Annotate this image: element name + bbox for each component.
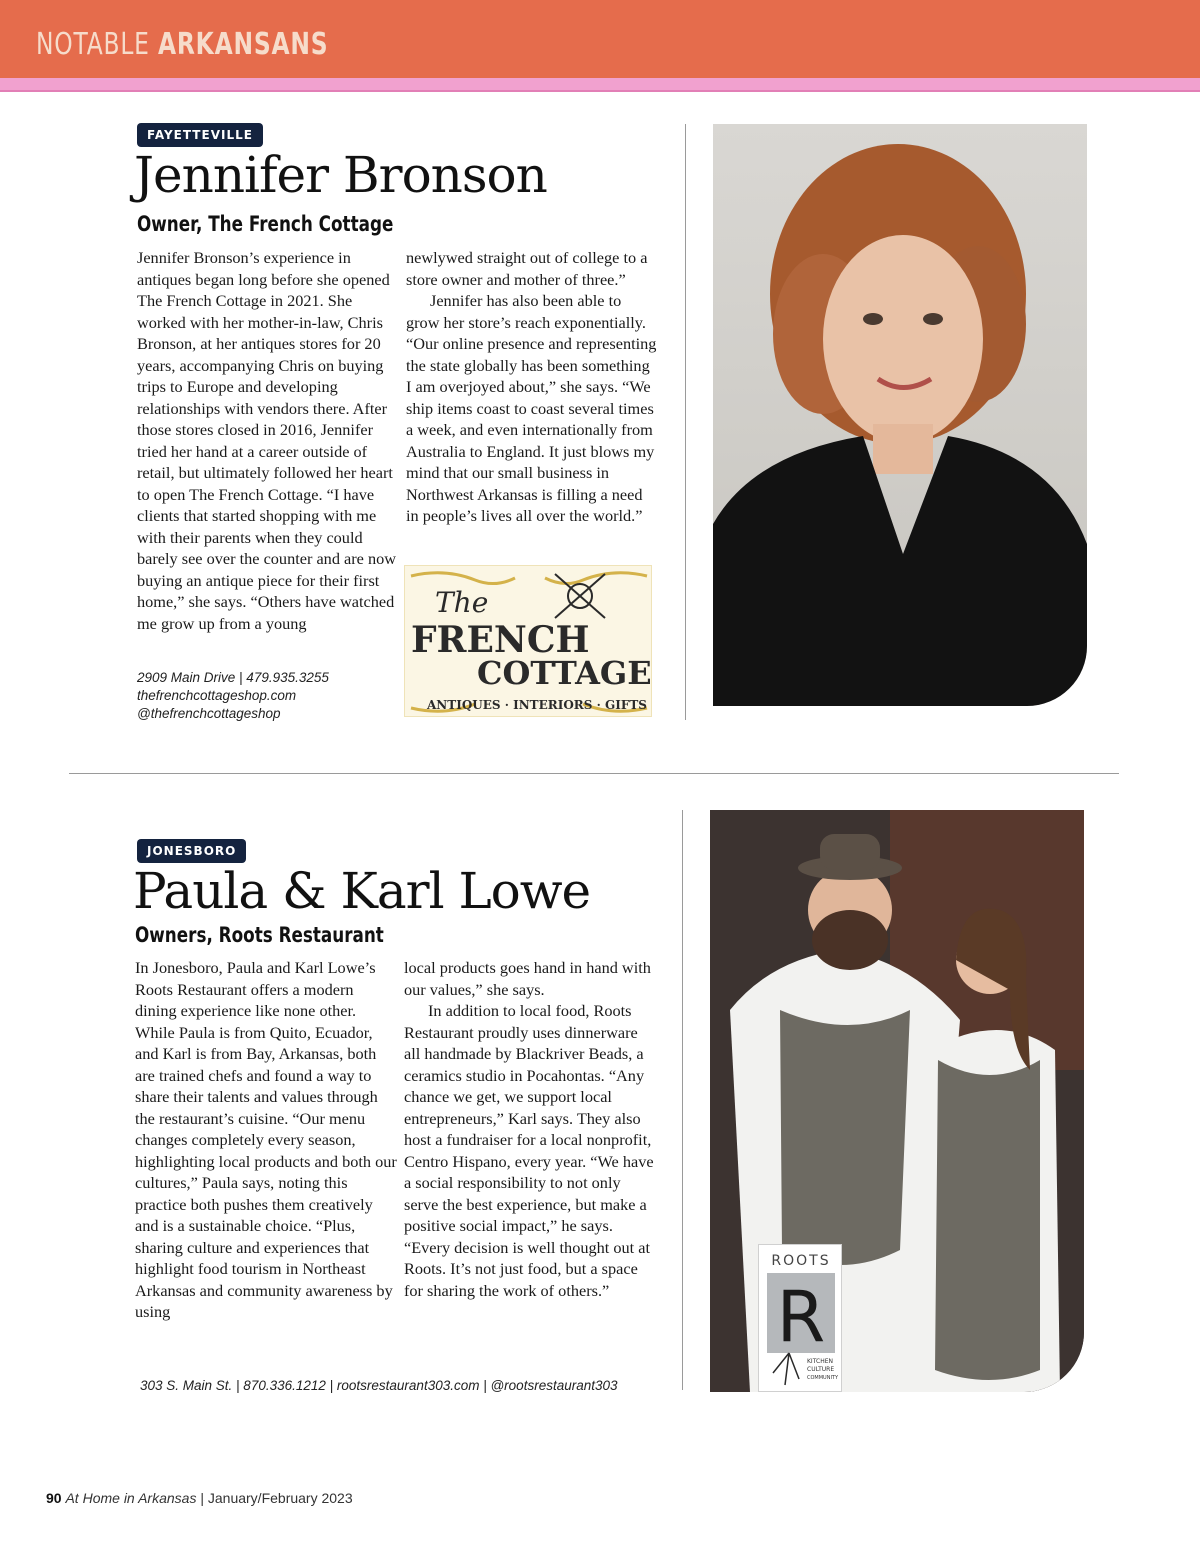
- roots-logo-word: ROOTS: [771, 1253, 831, 1269]
- contact-info: [137, 669, 397, 723]
- article-column-2: [404, 957, 658, 1301]
- paragraph: newlywed straight out of college to a store owner and mother of three.”: [406, 248, 648, 289]
- column-divider: [685, 124, 686, 720]
- contact-social: @thefrenchcottageshop: [137, 706, 281, 721]
- profile-name: Paula & Karl Lowe: [133, 862, 591, 920]
- paragraph: In Jonesboro, Paula and Karl Lowe’s Roots Restaurant offers a modern dining experience like none other. While Paula is from Quito, Ecuador, and Karl is from Bay, Arkansas, both are trained chefs and found a way to share their talents and values through the restaurant’s cuisine. “Our menu changes completely every season, highlighting local products and both our cultures,” Paula says, noting this practice both pushes them creatively and is a sustainable choice. “Plus, sharing culture and experiences that highlight food tourism in Northeast Arkansas and community awareness by using: [135, 958, 397, 1321]
- magazine-name: At Home in Arkansas: [65, 1490, 197, 1506]
- roots-restaurant-logo: [758, 1244, 842, 1392]
- roots-logo-tagline-1: KITCHEN: [807, 1358, 833, 1365]
- contact-website: thefrenchcottageshop.com: [137, 688, 297, 703]
- roots-logo-tagline-3: COMMUNITY: [807, 1375, 839, 1381]
- portrait-illustration: [713, 124, 1087, 706]
- footer-separator: |: [200, 1490, 204, 1506]
- profile-name: Jennifer Bronson: [134, 146, 547, 204]
- french-cottage-logo-art: [405, 566, 653, 718]
- paragraph: In addition to local food, Roots Restaurant proudly uses dinnerware all handmade by Blackriver Beads, a ceramics studio in Pocahontas. “Any chance we get, we support local entrepreneurs,” Karl says. They also host a fundraiser for a local nonprofit, Centro Hispano, every year. “We have a social responsibility to not only serve the best experience, but make a positive social impact,” he says. “Every decision is well thought out at Roots. It’s not just food, but a space for sharing the work of others.”: [404, 1001, 654, 1300]
- location-tag-jonesboro: JONESBORO: [137, 839, 246, 863]
- article-column-1: [135, 957, 399, 1323]
- contact-info: 303 S. Main St. | 870.336.1212 | rootsrestaurant303.com | @rootsrestaurant303: [140, 1378, 618, 1393]
- paragraph: local products goes hand in hand with our values,” she says.: [404, 958, 651, 999]
- profile-role: Owners, Roots Restaurant: [135, 923, 384, 947]
- profile-role: Owner, The French Cottage: [137, 212, 394, 236]
- portrait-photo: [713, 124, 1087, 706]
- logo-tagline: ANTIQUES · INTERIORS · GIFTS: [427, 698, 647, 712]
- location-tag-fayetteville: FAYETTEVILLE: [137, 123, 263, 147]
- column-divider: [682, 810, 683, 1390]
- logo-french: FRENCH: [411, 619, 590, 661]
- issue-date: January/February 2023: [207, 1490, 353, 1506]
- roots-logo-letter: R: [776, 1276, 826, 1358]
- french-cottage-logo: [404, 565, 652, 717]
- paragraph: Jennifer Bronson’s experience in antiques began long before she opened The French Cottage in 2021. She worked with her mother-in-law, Chris Bronson, at her antiques stores for 20 years, accompanying Chris on buying trips to Europe and developing relationships with vendors there. After those stores closed in 2016, Jennifer tried her hand at a career outside of retail, but ultimately followed her heart to open The French Cottage. “I have clients that started shopping with me with their parents when they could barely see over the counter and are now buying an antique piece for their first home,” she says. “Others have watched me grow up from a young: [137, 248, 397, 633]
- section-title-light: NOTABLE: [36, 27, 150, 62]
- contact-address: 2909 Main Drive | 479.935.3255: [137, 670, 329, 685]
- logo-the: The: [435, 586, 489, 619]
- article-column-2: [406, 247, 658, 527]
- header-accent-stripe: [0, 78, 1200, 92]
- roots-logo-tagline-2: CULTURE: [807, 1366, 835, 1373]
- section-divider: [69, 773, 1119, 774]
- paragraph: Jennifer has also been able to grow her store’s reach exponentially. “Our online presence and representing the state globally has been something I am overjoyed about,” she says. “We ship items coast to coast several times a week, and even internationally from Australia to England. It just blows my mind that our small business in Northwest Arkansas is filling a need in people’s lives all over the world.”: [406, 291, 657, 525]
- page-footer: [46, 1490, 353, 1506]
- page-number: 90: [46, 1490, 62, 1506]
- section-title: [36, 27, 329, 62]
- roots-logo-art: [759, 1245, 843, 1393]
- section-title-bold: ARKANSANS: [157, 27, 329, 62]
- logo-cottage: COTTAGE: [477, 654, 652, 692]
- article-column-1: [137, 247, 399, 634]
